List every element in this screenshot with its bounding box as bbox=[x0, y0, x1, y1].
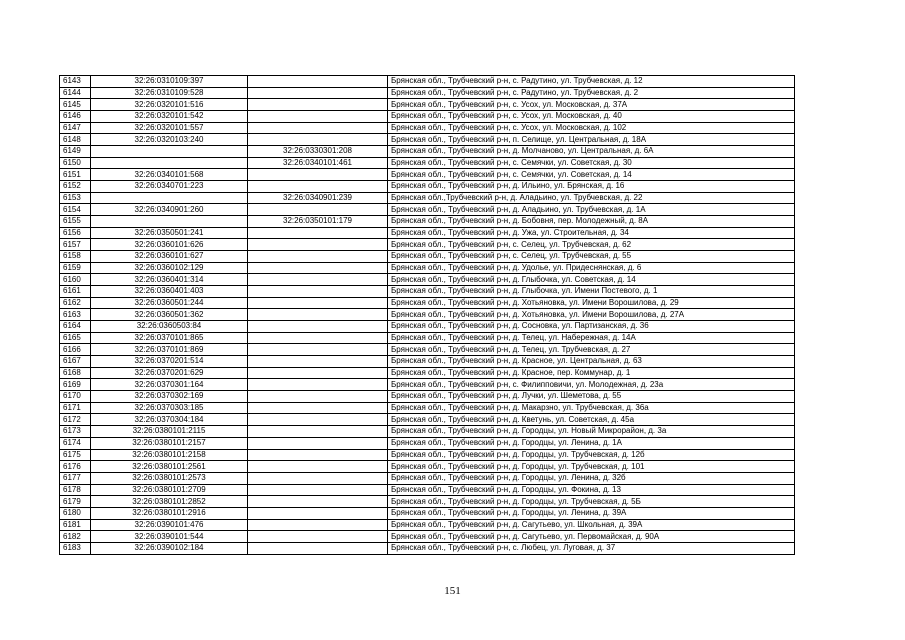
cadastral-number-cell: 32:26:0370201:629 bbox=[91, 367, 248, 379]
row-number-cell: 6151 bbox=[60, 169, 91, 181]
address-cell: Брянская обл., Трубчевский р-н, д. Городцы, ул. Ленина, д. 1А bbox=[388, 437, 795, 449]
row-number-cell: 6143 bbox=[60, 76, 91, 88]
alt-cadastral-number-cell bbox=[248, 542, 388, 554]
address-cell: Брянская обл., Трубчевский р-н, д. Городцы, ул. Фокина, д. 13 bbox=[388, 484, 795, 496]
table-row bbox=[60, 181, 795, 193]
address-cell: Брянская обл., Трубчевский р-н, д. Красное, ул. Центральная, д. 63 bbox=[388, 356, 795, 368]
table-row bbox=[60, 379, 795, 391]
row-number-cell: 6157 bbox=[60, 239, 91, 251]
alt-cadastral-number-cell bbox=[248, 274, 388, 286]
row-number-cell: 6176 bbox=[60, 461, 91, 473]
row-number-cell: 6181 bbox=[60, 519, 91, 531]
row-number-cell: 6183 bbox=[60, 542, 91, 554]
address-cell: Брянская обл., Трубчевский р-н, с. Филипповичи, ул. Молодежная, д. 23а bbox=[388, 379, 795, 391]
cadastral-number-cell: 32:26:0360101:627 bbox=[91, 251, 248, 263]
table-row bbox=[60, 239, 795, 251]
cadastral-number-cell: 32:26:0380101:2573 bbox=[91, 472, 248, 484]
address-cell: Брянская обл., Трубчевский р-н, д. Городцы, ул. Ленина, д. 32б bbox=[388, 472, 795, 484]
cadastral-number-cell: 32:26:0320101:516 bbox=[91, 99, 248, 111]
cadastral-number-cell: 32:26:0380101:2709 bbox=[91, 484, 248, 496]
alt-cadastral-number-cell bbox=[248, 297, 388, 309]
row-number-cell: 6179 bbox=[60, 496, 91, 508]
row-number-cell: 6145 bbox=[60, 99, 91, 111]
row-number-cell: 6182 bbox=[60, 531, 91, 543]
alt-cadastral-number-cell bbox=[248, 402, 388, 414]
alt-cadastral-number-cell bbox=[248, 449, 388, 461]
alt-cadastral-number-cell bbox=[248, 484, 388, 496]
table-row bbox=[60, 496, 795, 508]
cadastral-number-cell: 32:26:0320101:542 bbox=[91, 111, 248, 123]
row-number-cell: 6144 bbox=[60, 87, 91, 99]
alt-cadastral-number-cell bbox=[248, 169, 388, 181]
cadastral-number-cell: 32:26:0370302:169 bbox=[91, 391, 248, 403]
cadastral-number-cell: 32:26:0340701:223 bbox=[91, 181, 248, 193]
alt-cadastral-number-cell bbox=[248, 356, 388, 368]
cadastral-number-cell: 32:26:0390101:544 bbox=[91, 531, 248, 543]
row-number-cell: 6180 bbox=[60, 507, 91, 519]
address-cell: Брянская обл., Трубчевский р-н, д. Глыбочка, ул. Советская, д. 14 bbox=[388, 274, 795, 286]
table-row bbox=[60, 99, 795, 111]
cadastral-number-cell: 32:26:0340901:260 bbox=[91, 204, 248, 216]
cadastral-number-cell: 32:26:0380101:2157 bbox=[91, 437, 248, 449]
address-cell: Брянская обл., Трубчевский р-н, д. Городцы, ул. Трубчевская, д. 12б bbox=[388, 449, 795, 461]
row-number-cell: 6149 bbox=[60, 146, 91, 158]
address-cell: Брянская обл., Трубчевский р-н, д. Бобовня, пер. Молодежный, д. 8А bbox=[388, 216, 795, 228]
alt-cadastral-number-cell: 32:26:0350101:179 bbox=[248, 216, 388, 228]
alt-cadastral-number-cell bbox=[248, 344, 388, 356]
cadastral-number-cell bbox=[91, 192, 248, 204]
row-number-cell: 6159 bbox=[60, 262, 91, 274]
address-cell: Брянская обл.,Трубчевский р-н, д. Аладьино, ул. Трубчевская, д. 22 bbox=[388, 192, 795, 204]
table-row bbox=[60, 286, 795, 298]
table-row bbox=[60, 542, 795, 554]
row-number-cell: 6150 bbox=[60, 157, 91, 169]
address-cell: Брянская обл., Трубчевский р-н, с. Усох, ул. Московская, д. 102 bbox=[388, 122, 795, 134]
table-row bbox=[60, 251, 795, 263]
alt-cadastral-number-cell bbox=[248, 239, 388, 251]
alt-cadastral-number-cell: 32:26:0330301:208 bbox=[248, 146, 388, 158]
table-row bbox=[60, 391, 795, 403]
address-cell: Брянская обл., Трубчевский р-н, с. Семячки, ул. Советская, д. 14 bbox=[388, 169, 795, 181]
table-row bbox=[60, 484, 795, 496]
row-number-cell: 6164 bbox=[60, 321, 91, 333]
address-cell: Брянская обл., Трубчевский р-н, д. Красное, пер. Коммунар, д. 1 bbox=[388, 367, 795, 379]
row-number-cell: 6172 bbox=[60, 414, 91, 426]
alt-cadastral-number-cell bbox=[248, 437, 388, 449]
row-number-cell: 6153 bbox=[60, 192, 91, 204]
address-cell: Брянская обл., Трубчевский р-н, с. Усох, ул. Московская, д. 37А bbox=[388, 99, 795, 111]
alt-cadastral-number-cell bbox=[248, 507, 388, 519]
table-row bbox=[60, 274, 795, 286]
row-number-cell: 6163 bbox=[60, 309, 91, 321]
cadastral-number-cell: 32:26:0360501:244 bbox=[91, 297, 248, 309]
alt-cadastral-number-cell bbox=[248, 461, 388, 473]
address-cell: Брянская обл., Трубчевский р-н, д. Телец, ул. Набережная, д. 14А bbox=[388, 332, 795, 344]
address-cell: Брянская обл., Трубчевский р-н, д. Ильино, ул. Брянская, д. 16 bbox=[388, 181, 795, 193]
address-cell: Брянская обл., Трубчевский р-н, с. Радутино, ул. Трубчевская, д. 12 bbox=[388, 76, 795, 88]
alt-cadastral-number-cell bbox=[248, 414, 388, 426]
cadastral-number-cell: 32:26:0370301:164 bbox=[91, 379, 248, 391]
cadastral-number-cell: 32:26:0320101:557 bbox=[91, 122, 248, 134]
address-cell: Брянская обл., Трубчевский р-н, с. Усох, ул. Московская, д. 40 bbox=[388, 111, 795, 123]
table-row bbox=[60, 426, 795, 438]
row-number-cell: 6158 bbox=[60, 251, 91, 263]
cadastral-number-cell: 32:26:0320103:240 bbox=[91, 134, 248, 146]
cadastral-number-cell: 32:26:0380101:2852 bbox=[91, 496, 248, 508]
table-row bbox=[60, 76, 795, 88]
address-cell: Брянская обл., Трубчевский р-н, д. Сагутьево, ул. Школьная, д. 39А bbox=[388, 519, 795, 531]
row-number-cell: 6160 bbox=[60, 274, 91, 286]
table-row bbox=[60, 367, 795, 379]
cadastral-number-cell bbox=[91, 216, 248, 228]
cadastral-number-cell: 32:26:0380101:2115 bbox=[91, 426, 248, 438]
row-number-cell: 6166 bbox=[60, 344, 91, 356]
row-number-cell: 6154 bbox=[60, 204, 91, 216]
alt-cadastral-number-cell bbox=[248, 76, 388, 88]
address-cell: Брянская обл., Трубчевский р-н, д. Хотьяновка, ул. Имени Ворошилова, д. 29 bbox=[388, 297, 795, 309]
address-cell: Брянская обл., Трубчевский р-н, д. Макарзно, ул. Трубчевская, д. 36а bbox=[388, 402, 795, 414]
address-cell: Брянская обл., Трубчевский р-н, д. Сагутьево, ул. Первомайская, д. 90А bbox=[388, 531, 795, 543]
cadastral-number-cell: 32:26:0310109:397 bbox=[91, 76, 248, 88]
cadastral-number-cell: 32:26:0360503:84 bbox=[91, 321, 248, 333]
row-number-cell: 6167 bbox=[60, 356, 91, 368]
alt-cadastral-number-cell bbox=[248, 519, 388, 531]
row-number-cell: 6177 bbox=[60, 472, 91, 484]
alt-cadastral-number-cell bbox=[248, 99, 388, 111]
address-cell: Брянская обл., Трубчевский р-н, д. Городцы, ул. Ленина, д. 39А bbox=[388, 507, 795, 519]
cadastral-number-cell: 32:26:0390102:184 bbox=[91, 542, 248, 554]
table-row bbox=[60, 461, 795, 473]
table-row bbox=[60, 87, 795, 99]
table-row bbox=[60, 344, 795, 356]
alt-cadastral-number-cell bbox=[248, 367, 388, 379]
table-row bbox=[60, 122, 795, 134]
cadastral-number-cell: 32:26:0360102:129 bbox=[91, 262, 248, 274]
address-cell: Брянская обл., Трубчевский р-н, д. Аладьино, ул. Трубчевская, д. 1А bbox=[388, 204, 795, 216]
row-number-cell: 6152 bbox=[60, 181, 91, 193]
row-number-cell: 6174 bbox=[60, 437, 91, 449]
alt-cadastral-number-cell bbox=[248, 111, 388, 123]
alt-cadastral-number-cell bbox=[248, 251, 388, 263]
cadastral-number-cell: 32:26:0370101:865 bbox=[91, 332, 248, 344]
cadastral-number-cell: 32:26:0340101:568 bbox=[91, 169, 248, 181]
cadastral-number-cell: 32:26:0310109:528 bbox=[91, 87, 248, 99]
alt-cadastral-number-cell: 32:26:0340101:461 bbox=[248, 157, 388, 169]
row-number-cell: 6165 bbox=[60, 332, 91, 344]
table-row bbox=[60, 332, 795, 344]
alt-cadastral-number-cell bbox=[248, 87, 388, 99]
address-cell: Брянская обл., Трубчевский р-н, с. Семячки, ул. Советская, д. 30 bbox=[388, 157, 795, 169]
table-row bbox=[60, 111, 795, 123]
row-number-cell: 6178 bbox=[60, 484, 91, 496]
table-row bbox=[60, 297, 795, 309]
alt-cadastral-number-cell bbox=[248, 391, 388, 403]
alt-cadastral-number-cell bbox=[248, 181, 388, 193]
table-row bbox=[60, 169, 795, 181]
address-table-body bbox=[60, 76, 795, 555]
row-number-cell: 6148 bbox=[60, 134, 91, 146]
address-cell: Брянская обл., Трубчевский р-н, с. Радутино, ул. Трубчевская, д. 2 bbox=[388, 87, 795, 99]
alt-cadastral-number-cell bbox=[248, 496, 388, 508]
row-number-cell: 6171 bbox=[60, 402, 91, 414]
table-row bbox=[60, 531, 795, 543]
cadastral-number-cell: 32:26:0350501:241 bbox=[91, 227, 248, 239]
cadastral-number-cell: 32:26:0380101:2158 bbox=[91, 449, 248, 461]
address-cell: Брянская обл., Трубчевский р-н, д. Ужа, ул. Строительная, д. 34 bbox=[388, 227, 795, 239]
cadastral-number-cell: 32:26:0370101:869 bbox=[91, 344, 248, 356]
address-cell: Брянская обл., Трубчевский р-н, д. Сосновка, ул. Партизанская, д. 36 bbox=[388, 321, 795, 333]
row-number-cell: 6169 bbox=[60, 379, 91, 391]
address-cell: Брянская обл., Трубчевский р-н, с. Селец, ул. Трубчевская, д. 62 bbox=[388, 239, 795, 251]
address-cell: Брянская обл., Трубчевский р-н, д. Городцы, ул. Новый Микрорайон, д. 3а bbox=[388, 426, 795, 438]
cadastral-number-cell: 32:26:0380101:2916 bbox=[91, 507, 248, 519]
cadastral-number-cell: 32:26:0380101:2561 bbox=[91, 461, 248, 473]
row-number-cell: 6162 bbox=[60, 297, 91, 309]
cadastral-number-cell bbox=[91, 157, 248, 169]
table-row bbox=[60, 134, 795, 146]
cadastral-number-cell: 32:26:0360401:314 bbox=[91, 274, 248, 286]
table-row bbox=[60, 402, 795, 414]
address-cell: Брянская обл., Трубчевский р-н, д. Хотьяновка, ул. Имени Ворошилова, д. 27А bbox=[388, 309, 795, 321]
alt-cadastral-number-cell bbox=[248, 204, 388, 216]
table-row bbox=[60, 227, 795, 239]
row-number-cell: 6155 bbox=[60, 216, 91, 228]
address-cell: Брянская обл., Трубчевский р-н, д. Лучки, ул. Шеметова, д. 55 bbox=[388, 391, 795, 403]
alt-cadastral-number-cell bbox=[248, 286, 388, 298]
table-row bbox=[60, 321, 795, 333]
address-cell: Брянская обл., Трубчевский р-н, д. Удолье, ул. Придеснянская, д. 6 bbox=[388, 262, 795, 274]
table-row bbox=[60, 472, 795, 484]
table-row bbox=[60, 262, 795, 274]
alt-cadastral-number-cell bbox=[248, 472, 388, 484]
page-number: 151 bbox=[444, 585, 461, 597]
table-row bbox=[60, 356, 795, 368]
alt-cadastral-number-cell bbox=[248, 332, 388, 344]
alt-cadastral-number-cell bbox=[248, 426, 388, 438]
row-number-cell: 6175 bbox=[60, 449, 91, 461]
table-row bbox=[60, 204, 795, 216]
table-row bbox=[60, 216, 795, 228]
cadastral-number-cell: 32:26:0360101:626 bbox=[91, 239, 248, 251]
address-cell: Брянская обл., Трубчевский р-н, д. Городцы, ул. Трубчевская, д. 5Б bbox=[388, 496, 795, 508]
cadastral-number-cell: 32:26:0360401:403 bbox=[91, 286, 248, 298]
table-row bbox=[60, 309, 795, 321]
cadastral-number-cell bbox=[91, 146, 248, 158]
alt-cadastral-number-cell bbox=[248, 321, 388, 333]
address-cell: Брянская обл., Трубчевский р-н, д. Кветунь, ул. Советская, д. 45а bbox=[388, 414, 795, 426]
table-row bbox=[60, 449, 795, 461]
row-number-cell: 6156 bbox=[60, 227, 91, 239]
alt-cadastral-number-cell bbox=[248, 122, 388, 134]
address-cell: Брянская обл., Трубчевский р-н, п. Селище, ул. Центральная, д. 18А bbox=[388, 134, 795, 146]
row-number-cell: 6173 bbox=[60, 426, 91, 438]
row-number-cell: 6161 bbox=[60, 286, 91, 298]
address-cell: Брянская обл., Трубчевский р-н, д. Городцы, ул. Трубчевская, д. 101 bbox=[388, 461, 795, 473]
row-number-cell: 6170 bbox=[60, 391, 91, 403]
address-cell: Брянская обл., Трубчевский р-н, д. Телец, ул. Трубчевская, д. 27 bbox=[388, 344, 795, 356]
alt-cadastral-number-cell bbox=[248, 262, 388, 274]
table-row bbox=[60, 157, 795, 169]
table-row bbox=[60, 414, 795, 426]
table-row bbox=[60, 146, 795, 158]
table-row bbox=[60, 437, 795, 449]
address-cell: Брянская обл., Трубчевский р-н, с. Любец, ул. Луговая, д. 37 bbox=[388, 542, 795, 554]
alt-cadastral-number-cell bbox=[248, 531, 388, 543]
alt-cadastral-number-cell bbox=[248, 379, 388, 391]
row-number-cell: 6168 bbox=[60, 367, 91, 379]
alt-cadastral-number-cell bbox=[248, 309, 388, 321]
row-number-cell: 6147 bbox=[60, 122, 91, 134]
alt-cadastral-number-cell: 32:26:0340901:239 bbox=[248, 192, 388, 204]
address-table bbox=[59, 75, 795, 555]
cadastral-number-cell: 32:26:0370304:184 bbox=[91, 414, 248, 426]
cadastral-number-cell: 32:26:0360501:362 bbox=[91, 309, 248, 321]
address-cell: Брянская обл., Трубчевский р-н, д. Молчаново, ул. Центральная, д. 6А bbox=[388, 146, 795, 158]
table-row bbox=[60, 192, 795, 204]
address-cell: Брянская обл., Трубчевский р-н, с. Селец, ул. Трубчевская, д. 55 bbox=[388, 251, 795, 263]
alt-cadastral-number-cell bbox=[248, 134, 388, 146]
table-row bbox=[60, 507, 795, 519]
cadastral-number-cell: 32:26:0370303:185 bbox=[91, 402, 248, 414]
table-row bbox=[60, 519, 795, 531]
alt-cadastral-number-cell bbox=[248, 227, 388, 239]
address-cell: Брянская обл., Трубчевский р-н, д. Глыбочка, ул. Имени Постевого, д. 1 bbox=[388, 286, 795, 298]
row-number-cell: 6146 bbox=[60, 111, 91, 123]
cadastral-number-cell: 32:26:0390101:476 bbox=[91, 519, 248, 531]
cadastral-number-cell: 32:26:0370201:514 bbox=[91, 356, 248, 368]
